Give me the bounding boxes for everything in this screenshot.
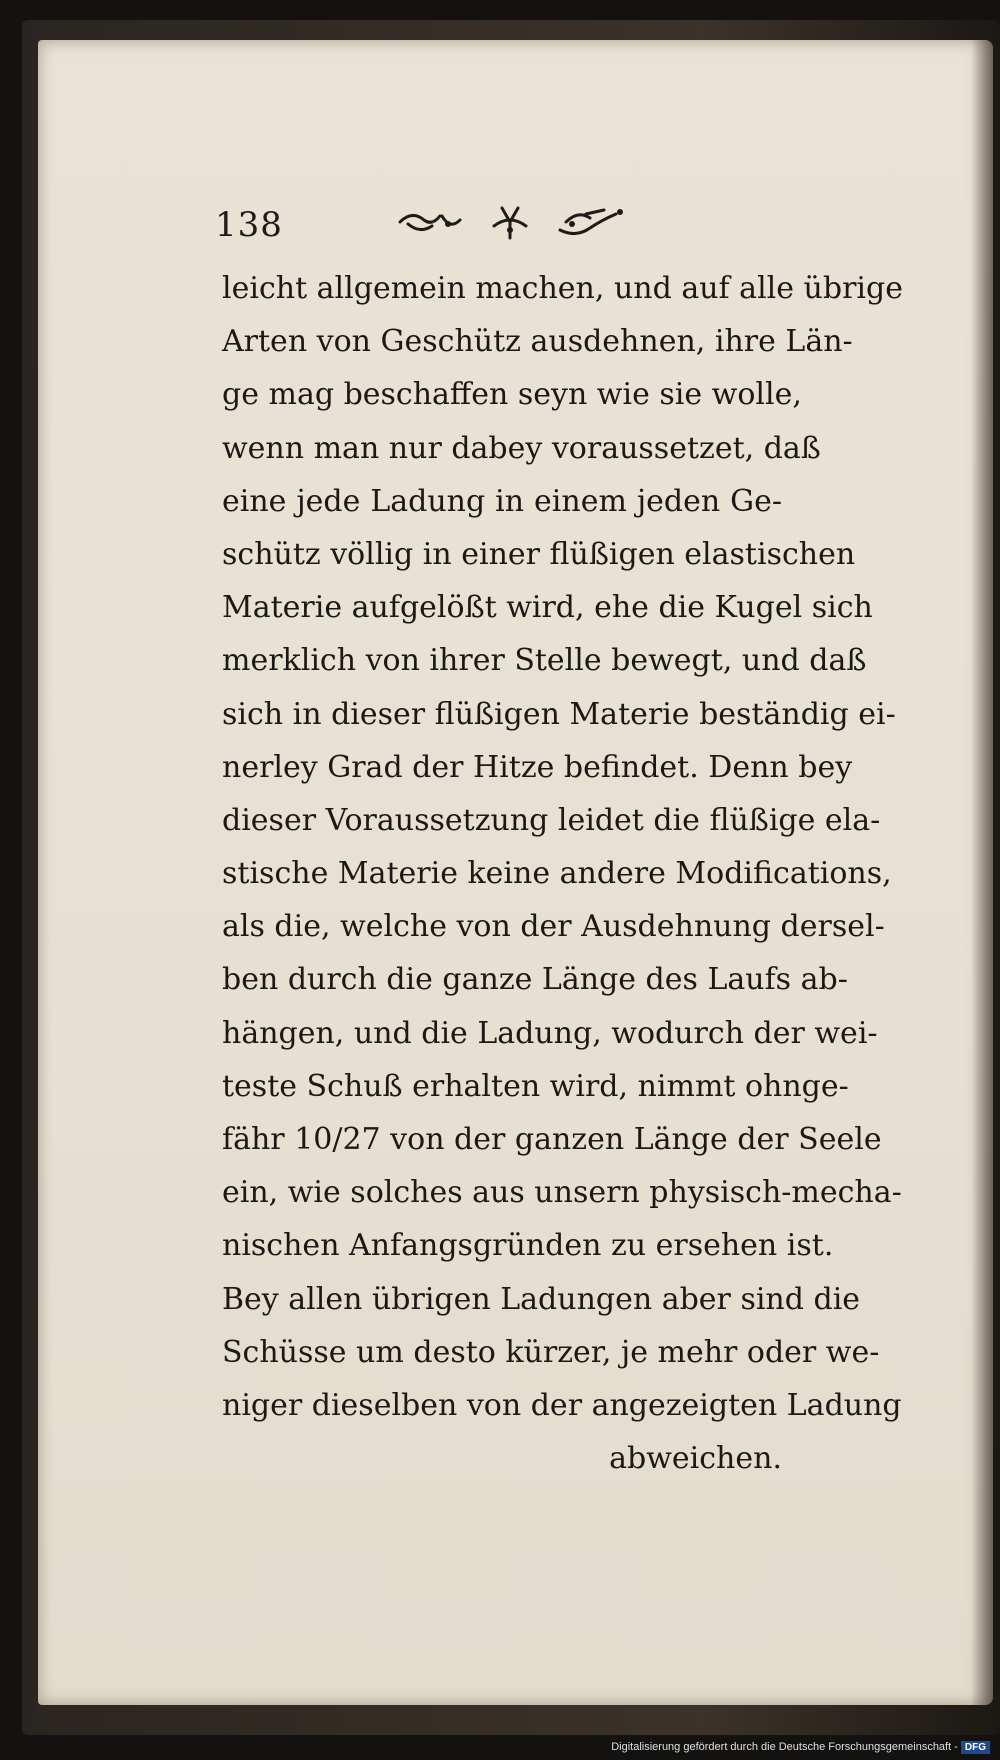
dfg-logo: DFG [961,1741,990,1754]
text-line: merklich von ihrer Stelle bewegt, und daß [222,643,867,679]
typographic-vignette-icon [390,200,630,244]
page-number: 138 [215,205,283,245]
digitization-footer [611,1741,990,1754]
text-line: Materie aufgelößt wird, ehe die Kugel sich [222,590,873,626]
text-line: niger dieselben von der angezeigten Ladung [222,1387,902,1423]
text-line: Bey allen übrigen Ladungen aber sind die [222,1281,861,1317]
text-line: leicht allgemein machen, und auf alle übrige [222,271,903,306]
page-header [215,200,695,250]
body-text [222,262,903,1485]
text-line: sich in dieser flüßigen Materie beständig ei- [222,696,896,732]
text-line: ben durch die ganze Länge des Laufs ab- [222,962,848,998]
text-line: Schüsse um desto kürzer, je mehr oder we- [222,1334,880,1370]
text-line: ge mag beschaffen seyn wie sie wolle, [222,377,802,413]
text-line: abweichen. [609,1441,782,1477]
text-line: stische Materie keine andere Modifications, [222,856,892,892]
text-line: nischen Anfangsgründen zu ersehen ist. [222,1228,834,1264]
text-line: dieser Voraussetzung leidet die flüßige ela- [222,802,881,838]
text-line: fähr 10/27 von der ganzen Länge der Seele [222,1122,882,1157]
text-line: als die, welche von der Ausdehnung dersel- [222,909,885,945]
footer-credit: Digitalisierung gefördert durch die Deutsche Forschungsgemeinschaft - [611,1741,958,1753]
text-line: eine jede Ladung in einem jeden Ge- [222,483,782,519]
text-line: hängen, und die Ladung, wodurch der wei- [222,1015,878,1051]
text-line: ein, wie solches aus unsern physisch-mecha- [222,1175,902,1211]
page-gutter-shadow [971,40,993,1705]
text-line: schütz völlig in einer flüßigen elastischen [222,536,856,572]
text-line: nerley Grad der Hitze befindet. Denn bey [222,749,853,785]
text-line: Arten von Geschütz ausdehnen, ihre Län- [222,324,853,360]
text-line: teste Schuß erhalten wird, nimmt ohnge- [222,1068,849,1104]
text-line: wenn man nur dabey voraussetzet, daß [222,430,821,466]
